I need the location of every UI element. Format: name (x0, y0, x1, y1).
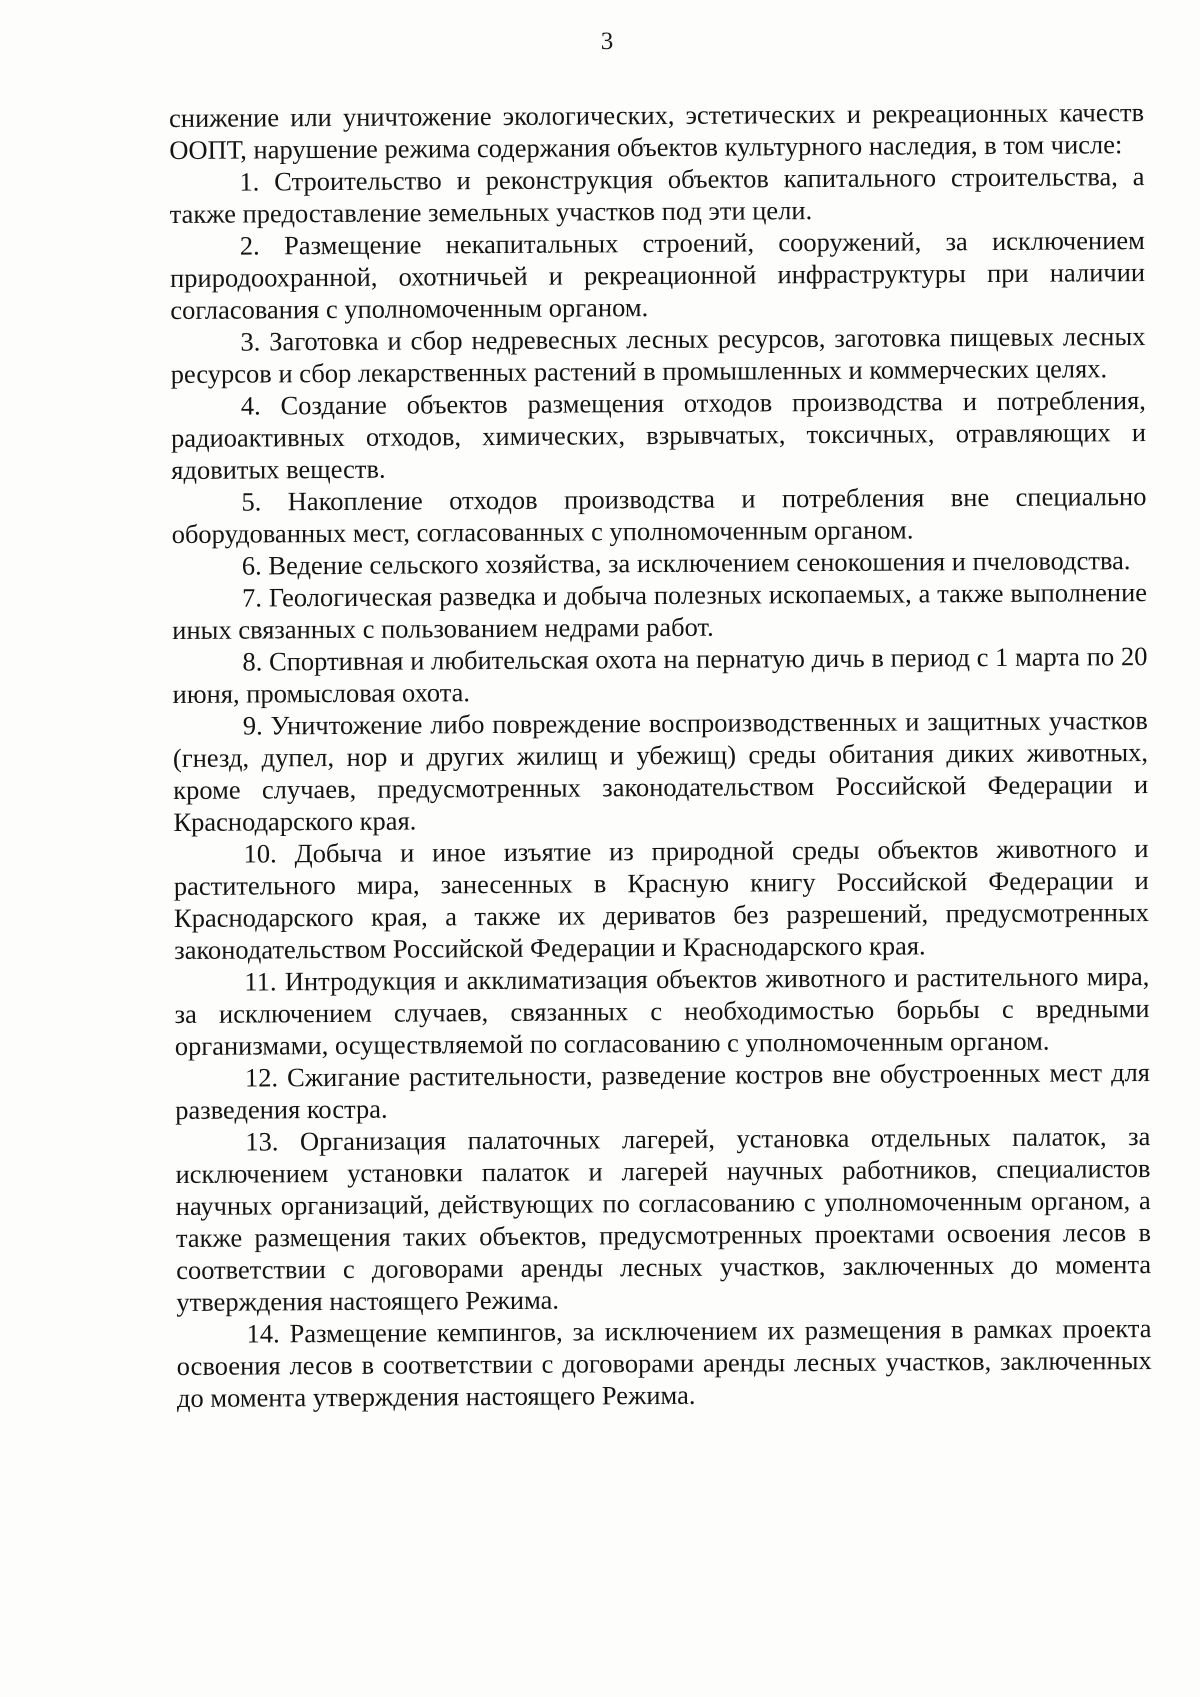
list-item-3: 3. Заготовка и сбор недревесных лесных ресурсов, заготовка пищевых лесных ресурсов и сбор лекарственных растений в промышленных и коммерческих целях. (170, 321, 1146, 389)
intro-paragraph: снижение или уничтожение экологических, эстетических и рекреационных качеств ООПТ, нарушение режима содержания объектов культурного наследия, в том числе: (169, 97, 1145, 165)
list-item-6: 6. Ведение сельского хозяйства, за исключением сенокошения и пчеловодства. (241, 545, 1131, 581)
list-item-14: 14. Размещение кемпингов, за исключением их размещения в рамках проекта освоения лесов в соответствии с договорами аренды лесных участков, заключенных до момента утверждения настоящего Режима. (176, 1313, 1152, 1413)
list-item-5: 5. Накопление отходов производства и потребления вне специально оборудованных мест, согласованных с уполномоченным органом. (171, 481, 1147, 549)
list-item-2: 2. Размещение некапитальных строений, сооружений, за исключением природоохранной, охотничьей и рекреационной инфраструктуры при наличии согласования с уполномоченным органом. (169, 225, 1146, 325)
list-item-1: 1. Строительство и реконструкция объектов капитального строительства, а также предоставление земельных участков под эти цели. (169, 161, 1145, 229)
list-item-4: 4. Создание объектов размещения отходов производства и потребления, радиоактивных отходов, химических, взрывчатых, токсичных, отравляющих и ядовитых веществ. (170, 385, 1147, 485)
list-item-13: 13. Организация палаточных лагерей, установка отдельных палаток, за исключением установки палаток и лагерей научных работников, специалистов научных организаций, действующих по согласованию с уполномоченным органом, а также размещения таких объектов, предусмотренных проектами освоения лесов в соответствии с договорами аренды лесных участков, заключенных до момента утверждения настоящего Режима. (175, 1121, 1152, 1317)
list-item-7: 7. Геологическая разведка и добыча полезных ископаемых, а также выполнение иных связанных с пользованием недрами работ. (172, 577, 1148, 645)
list-item-12: 12. Сжигание растительности, разведение костров вне обустроенных мест для разведения костра. (175, 1057, 1151, 1125)
document-body (169, 96, 1152, 1414)
list-item-9: 9. Уничтожение либо повреждение воспроизводственных и защитных участков (гнезд, дупел, нор и других жилищ и убежищ) среды обитания диких животных, кроме случаев, предусмотренных законодательством Российской Федерации и Краснодарского края. (172, 705, 1149, 837)
page-number: 3 (600, 28, 614, 55)
list-item-11: 11. Интродукция и акклиматизация объектов животного и растительного мира, за исключением случаев, связанных с необходимостью борьбы с вредными организмами, осуществляемой по согласованию с уполномоченным органом. (174, 961, 1150, 1061)
list-item-8: 8. Спортивная и любительская охота на пернатую дичь в период с 1 марта по 20 июня, промысловая охота. (172, 641, 1148, 709)
list-item-10: 10. Добыча и иное изъятие из природной среды объектов животного и растительного мира, занесенных в Красную книгу Российской Федерации и Краснодарского края, а также их дериватов без разрешений, предусмотренных законодательством Российской Федерации и Краснодарского края. (173, 833, 1150, 965)
